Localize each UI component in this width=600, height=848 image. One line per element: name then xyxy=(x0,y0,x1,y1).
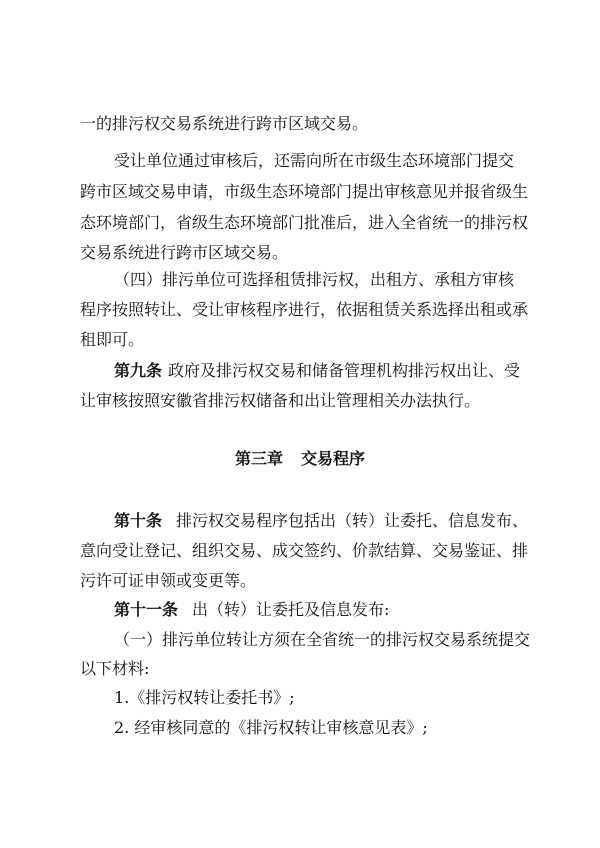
text-line: （一）排污单位转让方须在全省统一的排污权交易系统提交 xyxy=(114,630,531,649)
text-line: 排污权交易程序包括出（转）让委托、信息发布、 xyxy=(176,511,529,530)
text-line: 污许可证申领或变更等。 xyxy=(80,571,257,590)
article-label: 第十条 xyxy=(114,511,163,530)
text-line: 程序按照转让、受让审核程序进行，依据租赁关系选择出租或承 xyxy=(80,300,529,319)
list-item: 1.《排污权转让委托书》; xyxy=(114,688,295,707)
article-label: 第九条 xyxy=(114,361,163,380)
text-line: 一的排污权交易系统进行跨市区域交易。 xyxy=(80,114,369,133)
chapter-title: 交易程序 xyxy=(301,449,366,468)
article-9-first-line xyxy=(114,361,520,381)
article-11-first-line xyxy=(114,600,389,620)
chapter-heading xyxy=(0,449,600,469)
text-line: 租即可。 xyxy=(80,330,145,349)
text-line: 让审核按照安徽省排污权储备和出让管理相关办法执行。 xyxy=(80,391,481,410)
text-line: 受让单位通过审核后，还需向所在市级生态环境部门提交 xyxy=(114,151,515,170)
article-10-first-line xyxy=(114,511,528,531)
text-line: 交易系统进行跨市区域交易。 xyxy=(80,243,289,262)
text-line: 政府及排污权交易和储备管理机构排污权出让、受 xyxy=(168,361,521,380)
text-line: 出（转）让委托及信息发布: xyxy=(192,600,390,619)
chapter-number: 第三章 xyxy=(234,449,283,468)
text-line: 意向受让登记、组织交易、成交签约、价款结算、交易鉴证、排 xyxy=(80,541,529,560)
article-label: 第十一条 xyxy=(114,600,179,619)
text-line: （四）排污单位可选择租赁排污权，出租方、承租方审核 xyxy=(114,270,515,289)
text-line: 态环境部门，省级生态环境部门批准后，进入全省统一的排污权 xyxy=(80,213,529,232)
list-item: 2. 经审核同意的《排污权转让审核意见表》; xyxy=(114,718,428,737)
text-line: 以下材料: xyxy=(80,659,150,678)
text-line: 跨市区域交易申请，市级生态环境部门提出审核意见并报省级生 xyxy=(80,182,529,201)
